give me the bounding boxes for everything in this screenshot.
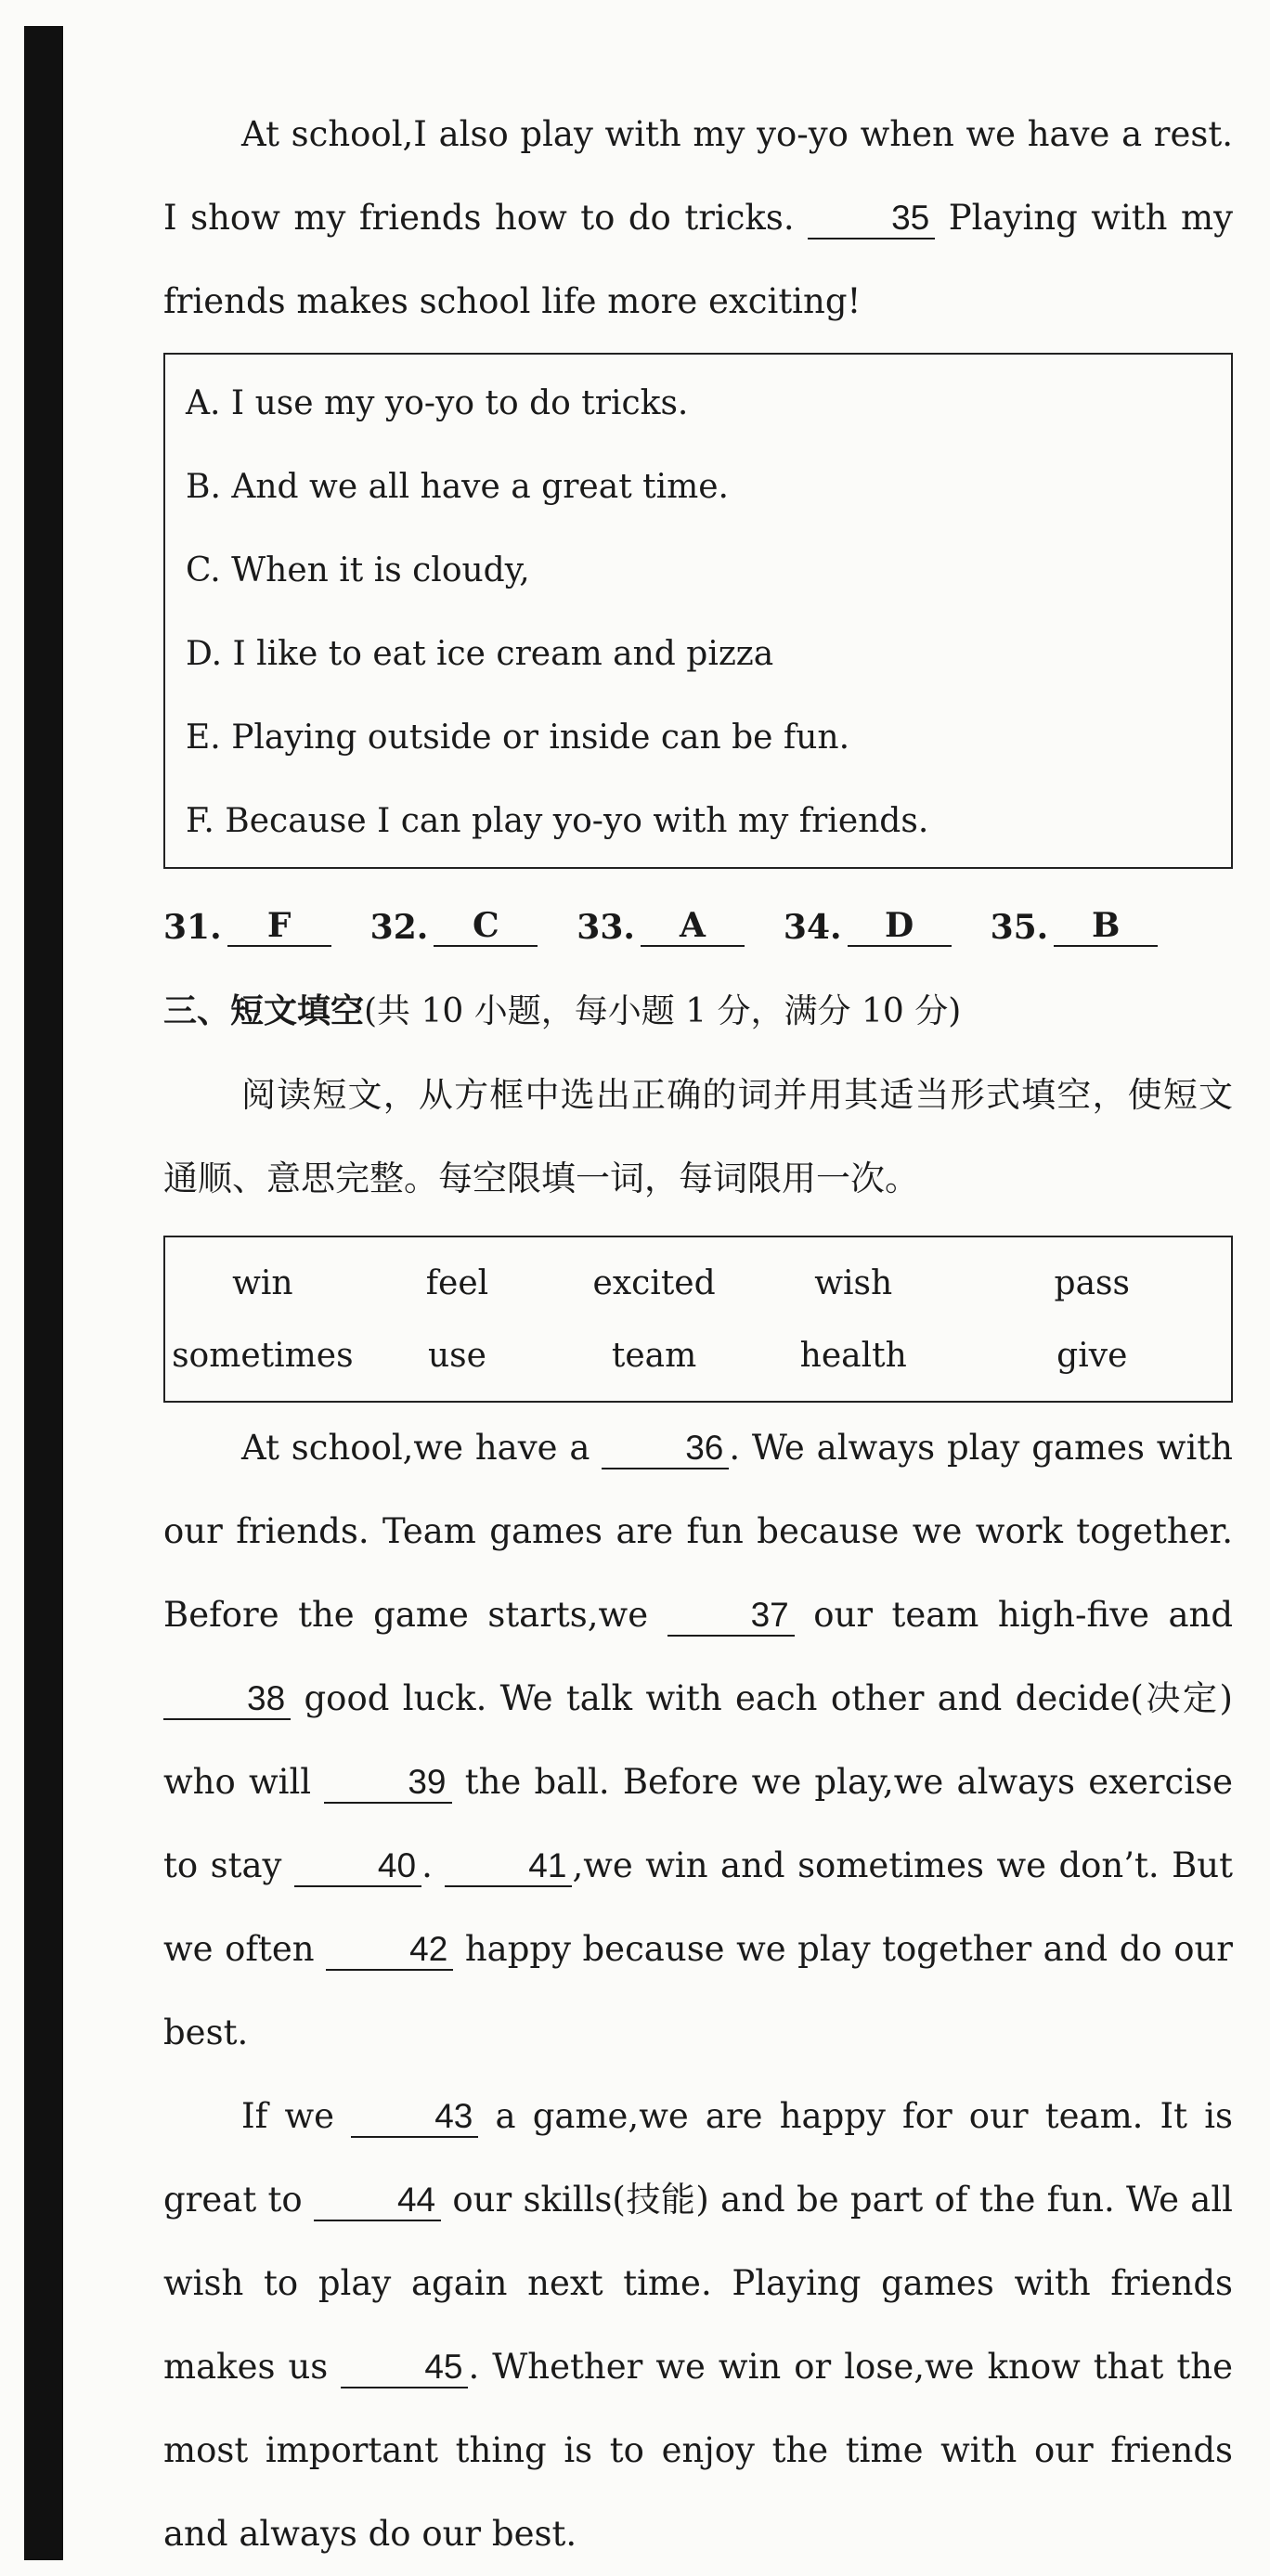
passage-text: At school,we have a <box>241 1428 590 1468</box>
section-score: (共 10 小题，每小题 1 分，满分 10 分) <box>364 992 962 1030</box>
passage-text: good luck. We talk with each other and decide(决定) who will <box>163 1678 1233 1802</box>
option-text: Playing outside or inside can be fun. <box>231 718 850 757</box>
option-e <box>186 696 1216 780</box>
option-text: I use my yo-yo to do tricks. <box>230 384 689 422</box>
answer-value: D <box>848 908 952 947</box>
word-bank <box>163 1236 1233 1403</box>
option-letter: C. <box>186 551 221 589</box>
answer-33 <box>577 908 745 947</box>
blank-45: 45 <box>341 2349 468 2388</box>
passage-text: . <box>421 1845 433 1885</box>
blank-38: 38 <box>163 1680 291 1720</box>
answer-value: C <box>434 908 538 947</box>
section-heading <box>163 969 1233 1054</box>
option-d <box>186 613 1216 696</box>
blank-35: 35 <box>808 200 935 239</box>
passage-paragraph-1 <box>163 1406 1233 2075</box>
option-b <box>186 446 1216 529</box>
option-letter: B. <box>186 468 221 506</box>
options-box <box>163 353 1233 869</box>
word-item: wish <box>814 1263 893 1302</box>
word-item: win <box>232 1263 293 1302</box>
word-item: feel <box>425 1263 489 1302</box>
option-letter: D. <box>186 635 223 673</box>
passage-text: . Whether we win or lose,we know that the most important thing is to enjoy the time with our friends and always do our best. <box>163 2347 1234 2554</box>
answer-31 <box>163 908 331 947</box>
passage-text: If we <box>241 2096 335 2136</box>
answer-row <box>163 886 1233 969</box>
option-text: Because I can play yo-yo with my friends. <box>225 802 929 840</box>
answer-value: B <box>1054 908 1158 947</box>
option-text: When it is cloudy, <box>231 551 530 589</box>
word-item: excited <box>592 1263 716 1302</box>
passage-text: our team high-five and <box>813 1595 1234 1635</box>
word-item: health <box>799 1336 907 1375</box>
section-instructions: 阅读短文，从方框中选出正确的词并用其适当形式填空，使短文通顺、意思完整。每空限填一词，每词限用一次。 <box>163 1075 1233 1198</box>
answer-value: F <box>227 908 331 947</box>
passage-paragraph-2 <box>163 2075 1233 2576</box>
blank-36: 36 <box>602 1430 729 1469</box>
option-text: And we all have a great time. <box>231 468 729 506</box>
answer-32 <box>370 908 538 947</box>
word-item: team <box>611 1336 697 1375</box>
blank-43: 43 <box>351 2098 478 2138</box>
answer-35 <box>991 908 1159 947</box>
blank-39: 39 <box>324 1764 451 1804</box>
option-letter: F. <box>186 802 214 840</box>
passage-text: a game,we are happy for our team. It is great to <box>163 2096 1234 2220</box>
answer-number: 33. <box>577 908 635 947</box>
option-a <box>186 362 1216 446</box>
passage-text: At school,I also play with my yo-yo when we have a rest. I show my friends how to do tricks. <box>163 114 1233 238</box>
word-item: give <box>1056 1336 1128 1375</box>
blank-42: 42 <box>326 1931 453 1971</box>
passage-text: happy because we play together and do our best. <box>163 1929 1233 2052</box>
blank-44: 44 <box>314 2181 441 2221</box>
option-text: I like to eat ice cream and pizza <box>232 635 774 673</box>
section-title: 三、短文填空 <box>163 991 365 1030</box>
word-item: use <box>427 1336 486 1375</box>
answer-value: A <box>641 908 745 947</box>
passage-text: . We always play games with our friends. Team games are fun because we work together. Before the game starts,we <box>163 1428 1233 1635</box>
answer-number: 35. <box>990 908 1049 947</box>
binding-edge <box>24 26 63 2560</box>
word-item: sometimes <box>172 1336 354 1375</box>
worksheet-page <box>163 93 1233 2576</box>
passage-intro <box>163 93 1233 343</box>
option-letter: A. <box>186 384 221 422</box>
word-item: pass <box>1054 1263 1130 1302</box>
blank-41: 41 <box>445 1847 572 1887</box>
passage-text: the ball. Before we play,we always exercise to stay <box>163 1762 1234 1885</box>
word-row <box>165 1247 1231 1319</box>
option-letter: E. <box>186 718 221 757</box>
passage-text: our skills(技能) and be part of the fun. We all wish to play again next time. Playing games with friends makes us <box>163 2180 1233 2387</box>
answer-number: 31. <box>163 908 222 947</box>
answer-number: 34. <box>783 908 842 947</box>
blank-40: 40 <box>294 1847 421 1887</box>
passage-text: ,we win and sometimes we don’t. But we often <box>163 1845 1234 1969</box>
answer-number: 32. <box>369 908 429 947</box>
blank-37: 37 <box>667 1597 795 1637</box>
answer-34 <box>784 908 952 947</box>
option-c <box>186 529 1216 613</box>
passage-text: Playing with my friends makes school life more exciting! <box>163 198 1233 321</box>
option-f <box>186 780 1216 863</box>
word-row <box>165 1319 1231 1392</box>
